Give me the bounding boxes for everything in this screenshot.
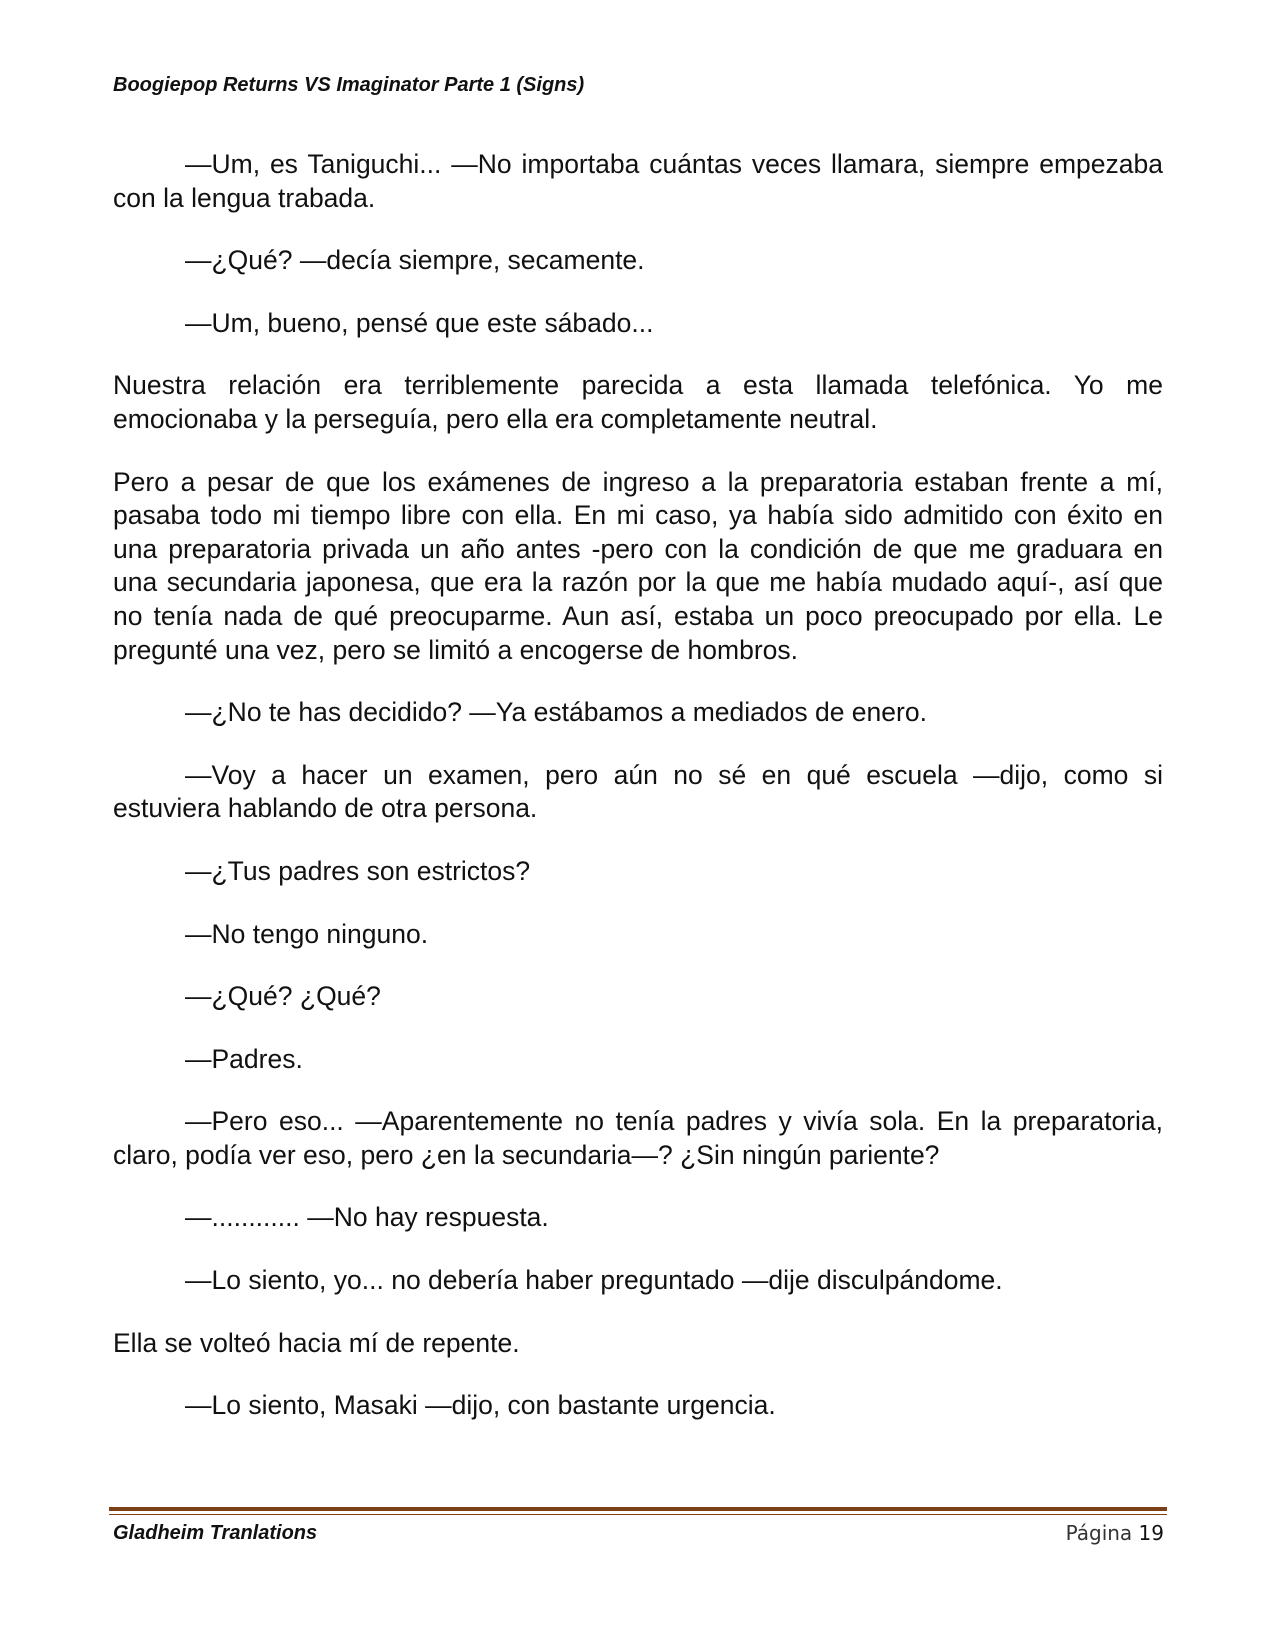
page-body — [113, 148, 1163, 1423]
page-header-title: Boogiepop Returns VS Imaginator Parte 1 (Signs) — [113, 74, 585, 96]
paragraph: —Um, bueno, pensé que este sábado... — [185, 307, 654, 338]
page-number: 19 — [1138, 1521, 1164, 1545]
footer-brand: Gladheim Tranlations — [113, 1522, 318, 1544]
paragraph: Pero a pesar de que los exámenes de ingreso a la preparatoria estaban frente a mí, pasaba todo mi tiempo libre con ella. En mi caso, ya había sido admitido con éxito en una preparatoria privada un año antes -pero con la condición de que me graduara en una secundaria japonesa, que era la razón por la que me había mudado aquí-, así que no tenía nada de qué preocuparme. Aun así, estaba un poco preocupado por ella. Le pregunté una vez, pero se limitó a encogerse de hombros. — [113, 466, 1163, 665]
paragraph: —Pero eso... —Aparentemente no tenía padres y vivía sola. En la preparatoria, claro, podía ver eso, pero ¿en la secundaria—? ¿Sin ningún pariente? — [113, 1106, 1163, 1170]
paragraph: —¿No te has decidido? —Ya estábamos a mediados de enero. — [185, 697, 927, 728]
paragraph: Nuestra relación era terriblemente parecida a esta llamada telefónica. Yo me emocionaba y la perseguía, pero ella era completamente neutral. — [113, 370, 1163, 434]
paragraph: —¿Qué? ¿Qué? — [185, 981, 381, 1012]
paragraph: —¿Qué? —decía siempre, secamente. — [185, 245, 645, 276]
paragraph: —Lo siento, yo... no debería haber preguntado —dije disculpándome. — [185, 1265, 1003, 1296]
paragraph: —Padres. — [185, 1043, 303, 1074]
paragraph: Ella se volteó hacia mí de repente. — [113, 1327, 520, 1358]
paragraph: —Voy a hacer un examen, pero aún no sé en qué escuela —dijo, como si estuviera hablando de otra persona. — [113, 759, 1163, 824]
page-number-label — [1066, 1521, 1164, 1545]
paragraph: —Lo siento, Masaki —dijo, con bastante urgencia. — [185, 1390, 776, 1421]
footer-divider-thin — [109, 1514, 1167, 1515]
paragraph: —............ —No hay respuesta. — [185, 1202, 549, 1233]
page-label: Página — [1065, 1521, 1133, 1545]
paragraph: —Um, es Taniguchi... —No importaba cuántas veces llamara, siempre empezaba con la lengua trabada. — [113, 149, 1163, 213]
footer-divider-thick — [109, 1507, 1167, 1511]
paragraph: —¿Tus padres son estrictos? — [185, 855, 531, 886]
paragraph: —No tengo ninguno. — [185, 918, 429, 949]
